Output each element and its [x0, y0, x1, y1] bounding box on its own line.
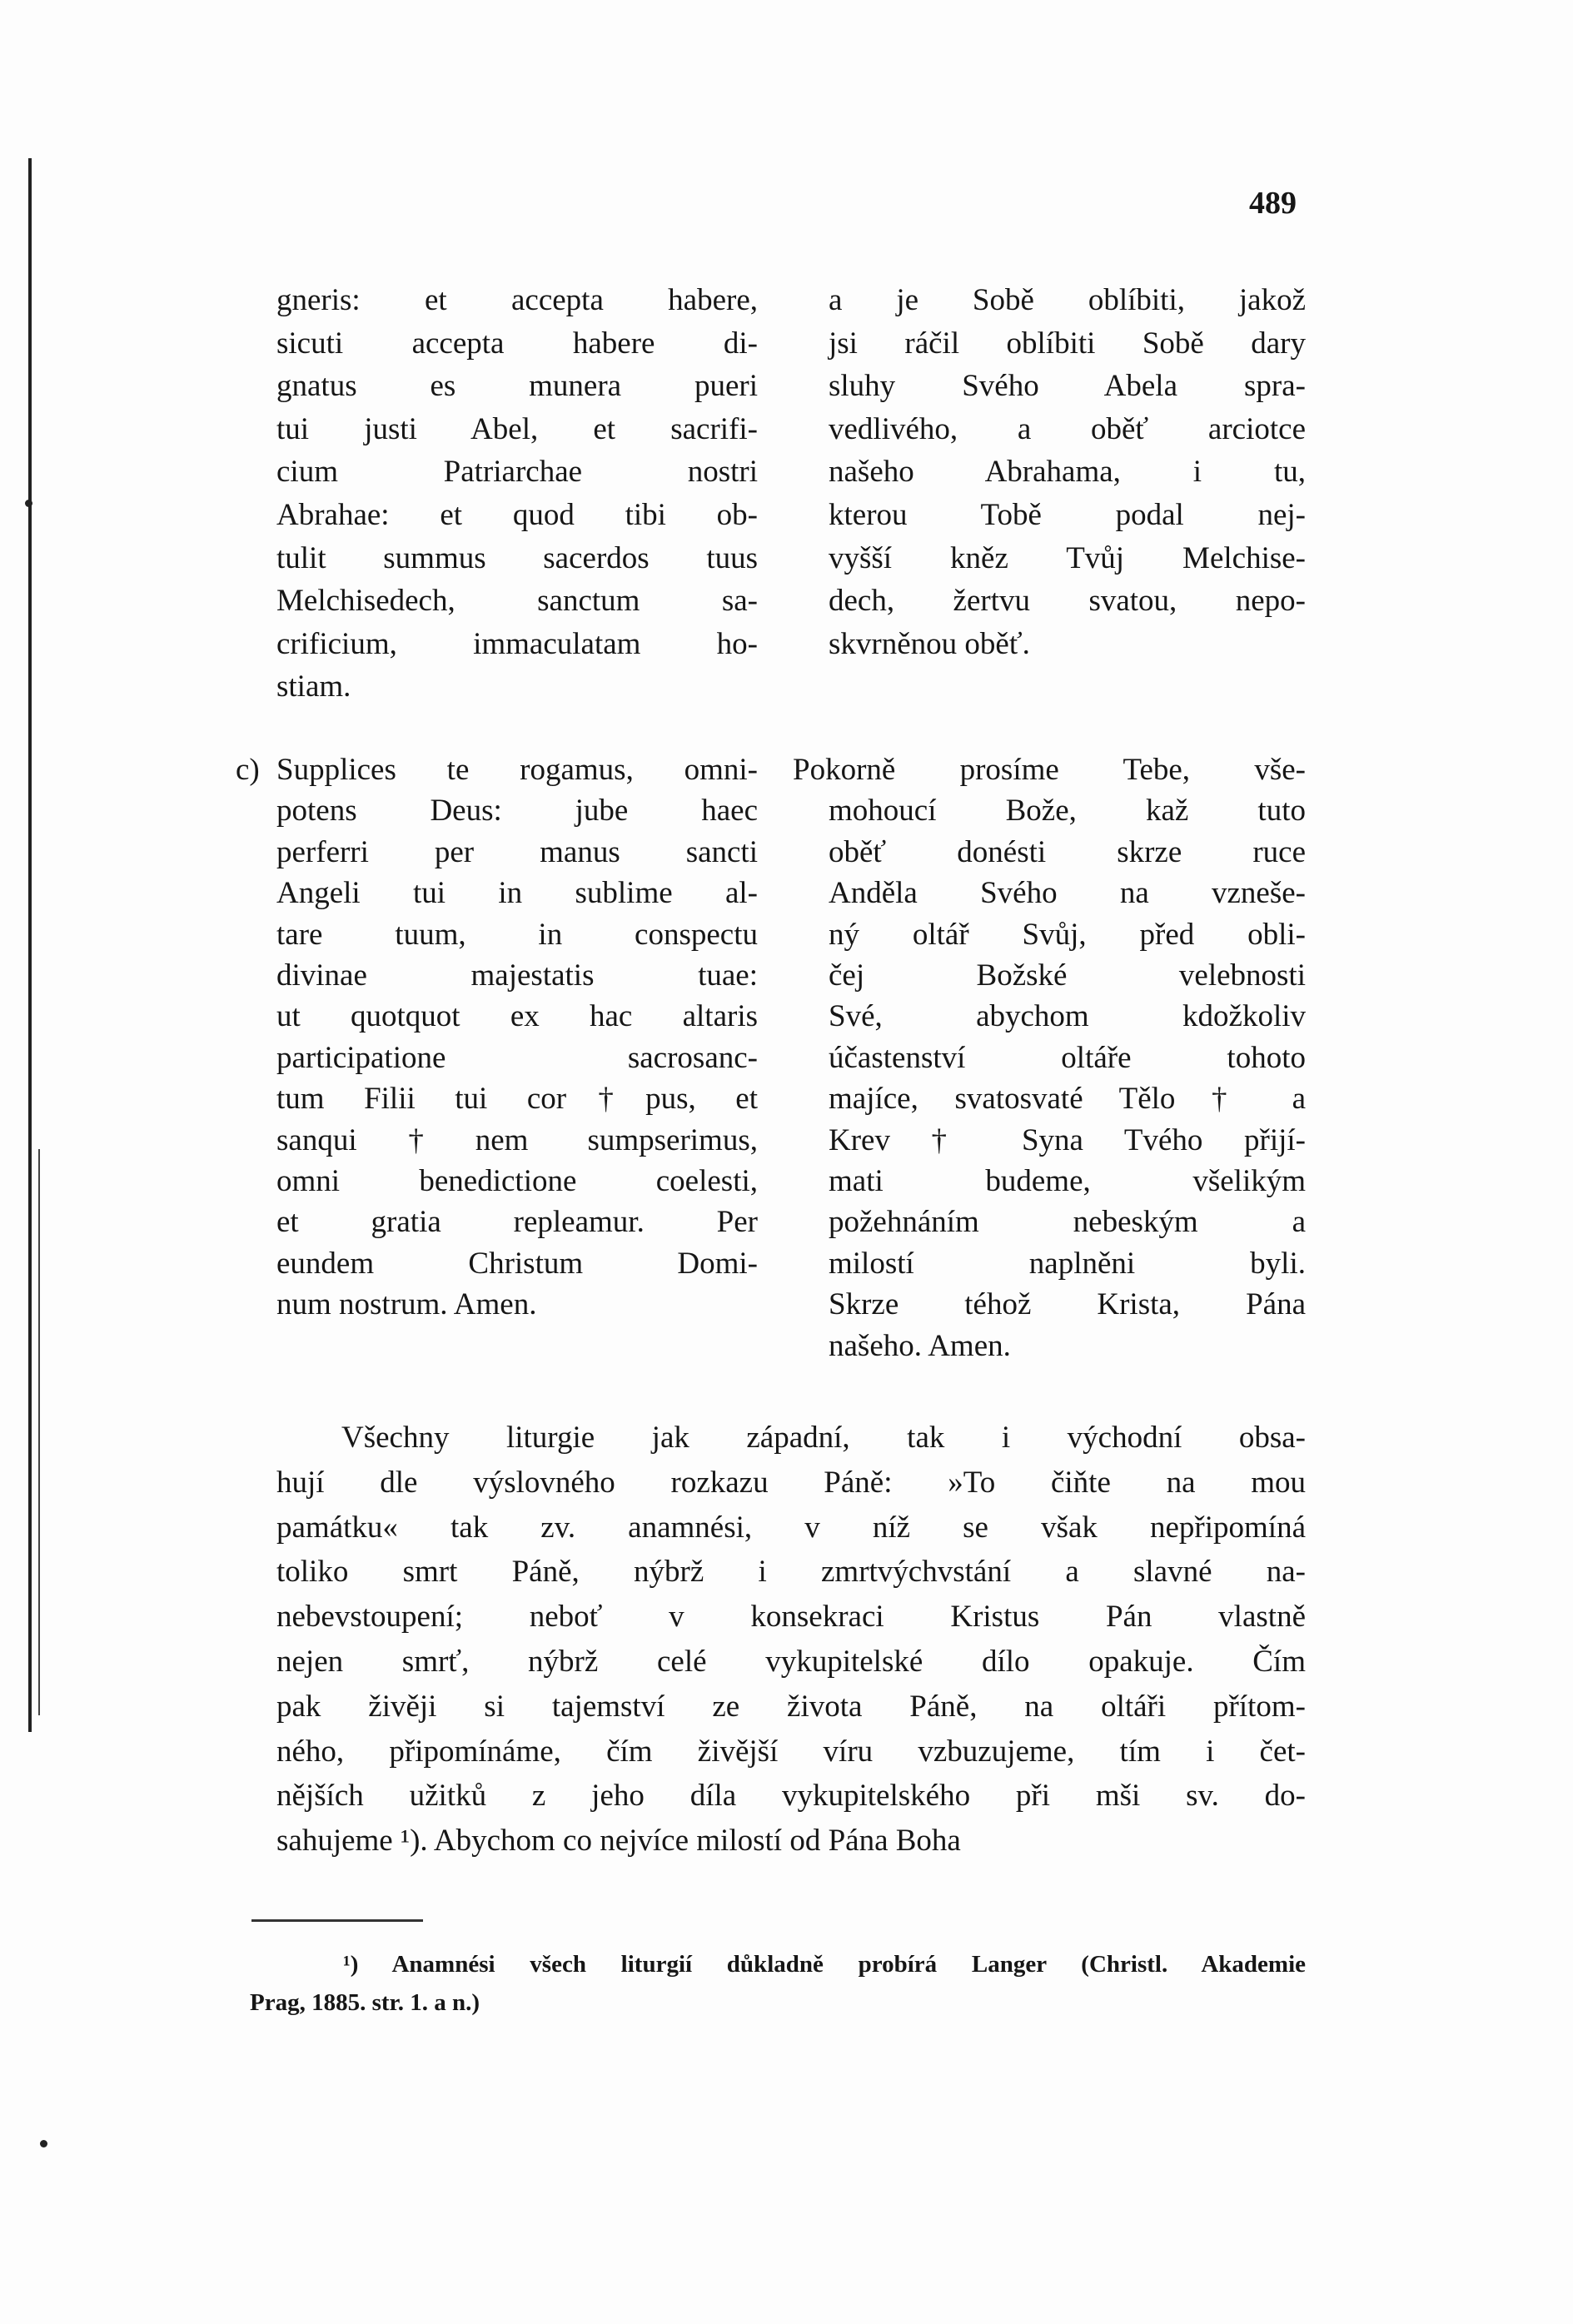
text-line: tui justi Abel, et sacrifi-	[276, 411, 758, 446]
text-line: gneris: et accepta habere,	[276, 283, 758, 317]
text-line: nějších užitků z jeho díla vykupitelského při mši sv. do-	[276, 1779, 1306, 1814]
text-line: sanqui†nem sumpserimus,	[276, 1122, 758, 1157]
text-line: nejen smrť, nýbrž celé vykupitelské dílo opakuje. Čím	[276, 1644, 1306, 1679]
text-line: ut quotquot ex hac altaris	[276, 999, 758, 1034]
text-line: gnatus es munera pueri	[276, 369, 758, 404]
latin-column-b	[276, 279, 758, 709]
text-line: sluhy Svého Abela spra-	[829, 369, 1306, 404]
text-line: vyšší kněz Tvůj Melchise-	[829, 540, 1306, 575]
text-line: Melchisedech, sanctum sa-	[276, 584, 758, 619]
czech-column-b	[829, 279, 1306, 665]
text-line: toliko smrt Páně, nýbrž i zmrtvýchvstání a slavné na-	[276, 1555, 1306, 1590]
text-line: našeho Abrahama, i tu,	[829, 455, 1306, 490]
text-line: ¹) Anamnési všech liturgií důkladně probírá Langer (Christl. Akademie	[343, 1951, 1306, 1978]
text-line: vedlivého, a oběť arciotce	[829, 411, 1306, 446]
text-line: Své, abychom kdožkoliv	[829, 999, 1306, 1034]
text-line: Pokorně prosíme Tebe, vše-	[793, 753, 1306, 787]
text-line: milostí naplněni byli.	[829, 1246, 1306, 1281]
text-line: našeho. Amen.	[829, 1328, 1011, 1363]
text-line: ného, připomínáme, čím živější víru vzbuzujeme, tím i čet-	[276, 1734, 1306, 1769]
text-line: sicuti accepta habere di-	[276, 326, 758, 361]
text-line: num nostrum. Amen.	[276, 1287, 537, 1322]
czech-column-c	[793, 749, 1306, 1366]
text-line: Krev † Syna Tvého přijí-	[829, 1122, 1306, 1157]
text-line: nebevstoupení; neboť v konsekraci Kristus Pán vlastně	[276, 1600, 1306, 1635]
text-line: čej Božské velebnosti	[829, 958, 1306, 993]
text-line: Skrze téhož Krista, Pána	[829, 1287, 1306, 1322]
text-line: oběť donésti skrze ruce	[829, 834, 1306, 869]
text-line: dech, žertvu svatou, nepo-	[829, 584, 1306, 619]
scan-margin-edge	[28, 158, 32, 1732]
footnote-rule	[251, 1919, 423, 1922]
page-number: 489	[1249, 186, 1297, 221]
text-line: jsi ráčil oblíbiti Sobě dary	[829, 326, 1306, 361]
text-line: požehnáním nebeským a	[829, 1205, 1306, 1240]
latin-column-c	[276, 749, 758, 1326]
text-line: Všechny liturgie jak západní, tak i východní obsa-	[341, 1421, 1306, 1455]
text-line: eundem Christum Domi-	[276, 1246, 758, 1281]
text-line: mohoucí Bože, kaž tuto	[829, 794, 1306, 829]
text-line: hují dle výslovného rozkazu Páně: »To čiňte na mou	[276, 1465, 1306, 1500]
text-line: perferri per manus sancti	[276, 834, 758, 869]
text-line: ný oltář Svůj, před obli-	[829, 917, 1306, 952]
text-line: skvrněnou oběť.	[829, 626, 1030, 661]
text-line: divinae majestatis tuae:	[276, 958, 758, 993]
text-line: památku« tak zv. anamnési, v níž se však nepřipomíná	[276, 1510, 1306, 1545]
scan-margin-edge	[38, 1149, 40, 1715]
text-line: tulit summus sacerdos tuus	[276, 540, 758, 575]
text-line: participatione sacrosanc-	[276, 1040, 758, 1075]
text-line: Angeli tui in sublime al-	[276, 876, 758, 911]
text-line: pak živěji si tajemství ze života Páně, na oltáři přítom-	[276, 1689, 1306, 1724]
text-line: Abrahae: et quod tibi ob-	[276, 497, 758, 532]
text-line: stiam.	[276, 669, 351, 704]
footnote	[250, 1945, 1306, 2022]
section-label-c: c)	[236, 753, 260, 787]
text-line: účastenství oltáře tohoto	[829, 1040, 1306, 1075]
text-line: tare tuum, in conspectu	[276, 917, 758, 952]
scan-speck	[25, 500, 32, 507]
text-line: Supplices te rogamus, omni-	[276, 753, 758, 787]
text-line: a je Sobě oblíbiti, jakož	[829, 283, 1306, 317]
text-line: kterou Tobě podal nej-	[829, 497, 1306, 532]
text-line: cium Patriarchae nostri	[276, 455, 758, 490]
body-paragraph	[276, 1416, 1306, 1864]
text-line: sahujeme ¹). Abychom co nejvíce milostí od Pána Boha	[276, 1824, 961, 1859]
text-line: Prag, 1885. str. 1. a n.)	[250, 1989, 480, 2016]
text-line: mati budeme, všelikým	[829, 1164, 1306, 1199]
text-line: Anděla Svého na vzneše-	[829, 876, 1306, 911]
text-line: potens Deus: jube haec	[276, 794, 758, 829]
text-line: et gratia repleamur. Per	[276, 1205, 758, 1240]
text-line: crificium, immaculatam ho-	[276, 626, 758, 661]
text-line: omni benedictione coelesti,	[276, 1164, 758, 1199]
scan-speck	[40, 2140, 47, 2147]
text-line: tum Filii tui cor†pus, et	[276, 1082, 758, 1117]
text-line: majíce, svatosvaté Tělo † a	[829, 1082, 1306, 1117]
